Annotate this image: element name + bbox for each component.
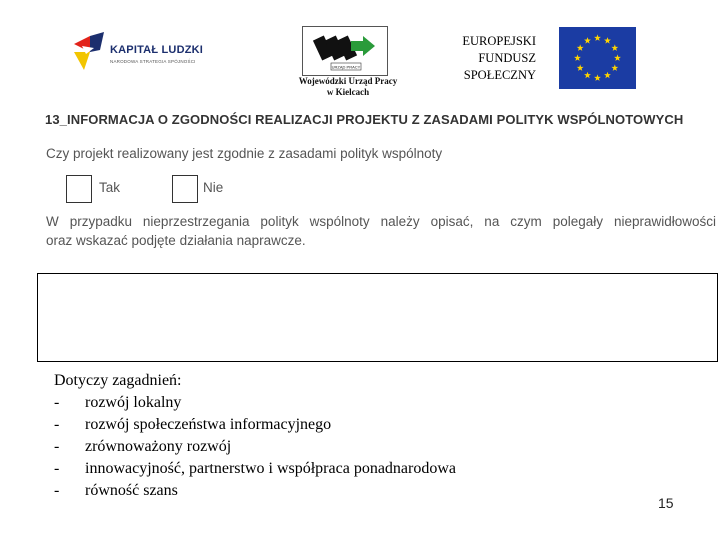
wup-logo [302,26,388,76]
list-item [54,436,456,458]
list-item [54,392,456,414]
list-item [54,414,456,436]
efs-line1: EUROPEJSKI [462,34,536,48]
page-number: 15 [658,495,674,511]
topic-text: zrównoważony rozwój [85,438,232,455]
kapital-ludzki-subtitle: NARODOWA STRATEGIA SPÓJNOŚCI [110,59,196,64]
efs-line3: SPOŁECZNY [463,68,536,82]
list-item [54,480,456,502]
eu-star-icon [614,54,621,61]
eu-star-icon [604,72,611,79]
list-item [54,458,456,480]
eu-flag-icon [559,27,636,89]
list-dash: - [54,460,60,477]
section-heading: 13_INFORMACJA O ZGODNOŚCI REALIZACJI PROJEKTU Z ZASADAMI POLITYK WSPÓLNOTOWYCH [45,112,684,127]
eu-star-icon [594,34,601,41]
instruction-text [46,212,716,250]
wup-name [286,76,410,98]
topics-list [54,370,456,502]
instruction-line2: oraz wskazać podjęte działania naprawcze. [46,233,306,248]
no-checkbox[interactable] [172,175,198,203]
topic-text: równość szans [85,482,178,499]
list-dash: - [54,416,60,433]
eu-star-icon [574,54,581,61]
instruction-line1: W przypadku nieprzestrzegania polityk wspólnoty należy opisać, na czym polegały nieprawidłowości [46,214,716,229]
eu-star-icon [611,44,618,51]
kapital-ludzki-title: KAPITAŁ LUDZKI [110,44,204,56]
eu-star-icon [584,72,591,79]
topics-heading: Dotyczy zagadnień: [54,372,182,389]
topic-text: rozwój społeczeństwa informacyjnego [85,416,332,433]
list-dash: - [54,438,60,455]
description-field[interactable] [37,273,718,362]
kapital-ludzki-logo [70,30,210,76]
yes-checkbox[interactable] [66,175,92,203]
topic-text: innowacyjność, partnerstwo i współpraca ponadnarodowa [85,460,456,477]
eu-star-icon [584,37,591,44]
topic-text: rozwój lokalny [85,394,182,411]
efs-text [436,33,536,84]
wup-name-line2: w Kielcach [326,87,370,97]
efs-line2: FUNDUSZ [478,51,536,65]
list-dash: - [54,482,60,499]
eu-star-icon [604,37,611,44]
eu-star-icon [577,44,584,51]
list-dash: - [54,394,60,411]
wup-emblem-icon [303,27,387,75]
kapital-ludzki-emblem-icon [70,30,106,76]
eu-star-icon [611,64,618,71]
compliance-question: Czy projekt realizowany jest zgodnie z zasadami polityk wspólnoty [46,146,443,161]
eu-stars [559,27,636,89]
eu-star-icon [594,74,601,81]
eu-star-icon [577,64,584,71]
wup-sign-text: URZĄD PRACY [331,64,361,70]
no-label: Nie [203,180,224,195]
wup-name-line1: Wojewódzki Urząd Pracy [298,76,398,86]
yes-label: Tak [99,180,121,195]
